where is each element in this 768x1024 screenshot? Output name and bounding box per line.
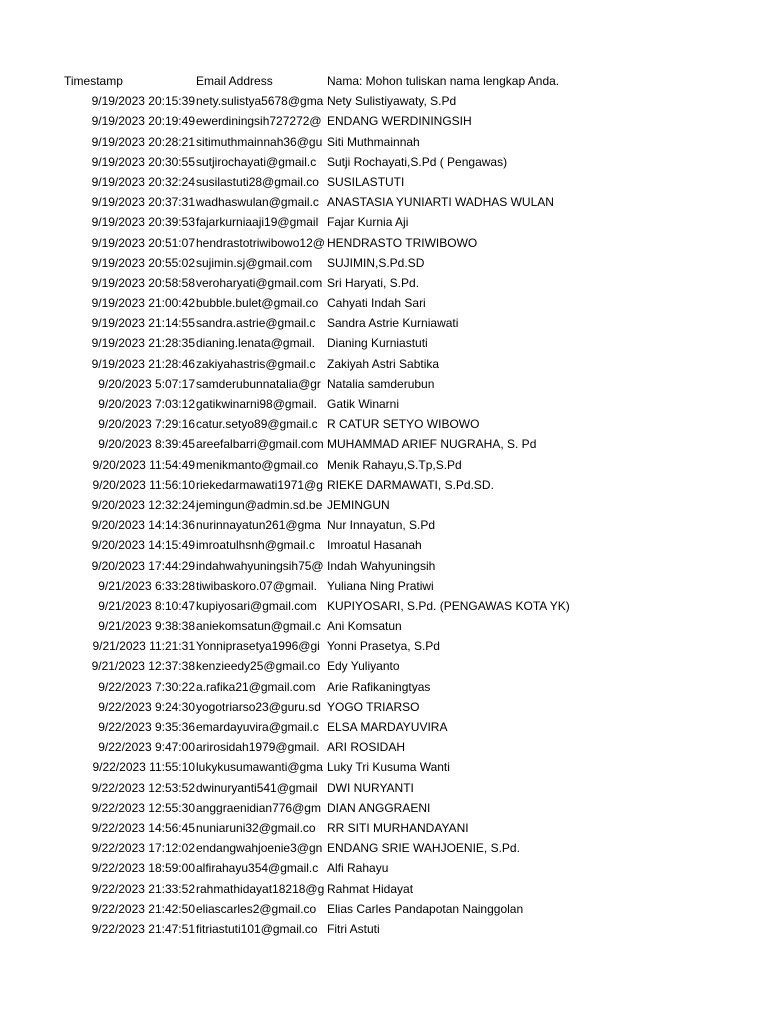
table-body (64, 91, 704, 939)
timestamp-cell: 9/22/2023 9:47:00 (98, 740, 195, 755)
email-cell: arirosidah1979@gmail. (196, 740, 320, 755)
timestamp-cell: 9/20/2023 17:44:29 (91, 558, 195, 573)
name-cell: Natalia samderubun (327, 376, 435, 391)
table-row (64, 818, 704, 838)
table-row (64, 576, 704, 596)
name-cell: Fitri Astuti (327, 921, 380, 936)
email-cell: indahwahyuningsih75@ (196, 558, 324, 573)
name-cell: Elias Carles Pandapotan Nainggolan (327, 901, 524, 916)
email-cell: nuniaruni32@gmail.co (196, 820, 316, 835)
email-cell: dianing.lenata@gmail. (196, 336, 315, 351)
name-cell: Sutji Rochayati,S.Pd ( Pengawas) (327, 154, 508, 169)
email-cell: fajarkurniaaji19@gmail (196, 215, 319, 230)
timestamp-cell: 9/20/2023 12:32:24 (91, 497, 195, 512)
name-cell: Rahmat Hidayat (327, 881, 414, 896)
table-row (64, 333, 704, 353)
email-cell: hendrastotriwibowo12@ (196, 235, 325, 250)
name-cell: R CATUR SETYO WIBOWO (327, 417, 480, 432)
timestamp-cell: 9/20/2023 7:03:12 (98, 397, 195, 411)
name-cell: Nety Sulistiyawaty, S.Pd (327, 94, 457, 109)
timestamp-cell: 9/19/2023 20:30:55 (91, 154, 195, 169)
email-cell: menikmanto@gmail.co (196, 457, 319, 472)
timestamp-cell: 9/20/2023 11:54:49 (92, 457, 195, 472)
timestamp-cell: 9/19/2023 20:51:07 (91, 235, 195, 250)
table-row (64, 152, 704, 172)
name-cell: DIAN ANGGRAENI (327, 800, 431, 815)
email-cell: aniekomsatun@gmail.c (196, 619, 321, 634)
email-cell: sitimuthmainnah36@gu (196, 134, 323, 149)
email-cell: samderubunnatalia@gr (196, 376, 321, 391)
name-cell: DWI NURYANTI (327, 780, 414, 795)
name-cell: Gatik Winarni (327, 397, 400, 411)
timestamp-cell: 9/22/2023 21:42:50 (91, 901, 195, 916)
name-cell: Luky Tri Kusuma Wanti (327, 760, 450, 775)
header-timestamp: Timestamp (64, 74, 123, 88)
email-cell: susilastuti28@gmail.co (196, 174, 319, 189)
name-cell: SUJIMIN,S.Pd.SD (327, 255, 425, 270)
table-row (64, 556, 704, 576)
timestamp-cell: 9/22/2023 12:53:52 (91, 780, 195, 795)
table-row (64, 111, 704, 131)
name-cell: Yuliana Ning Pratiwi (327, 578, 434, 593)
email-cell: nety.sulistya5678@gma (196, 94, 324, 109)
timestamp-cell: 9/20/2023 14:14:36 (91, 518, 195, 533)
name-cell: Sandra Astrie Kurniawati (327, 316, 459, 331)
table-row (64, 858, 704, 878)
header-email: Email Address (196, 74, 273, 88)
email-cell: sujimin.sj@gmail.com (196, 255, 313, 270)
header-name: Nama: Mohon tuliskan nama lengkap Anda. (327, 74, 560, 88)
timestamp-cell: 9/22/2023 11:55:10 (92, 760, 195, 775)
timestamp-cell: 9/19/2023 21:28:35 (91, 336, 195, 351)
name-cell: ELSA MARDAYUVIRA (327, 720, 448, 734)
timestamp-cell: 9/19/2023 20:32:24 (91, 174, 195, 189)
header-row (64, 71, 704, 91)
timestamp-cell: 9/22/2023 9:35:36 (98, 720, 195, 734)
table-row (64, 354, 704, 374)
timestamp-cell: 9/19/2023 20:58:58 (91, 275, 195, 290)
email-cell: kenzieedy25@gmail.co (196, 659, 321, 674)
name-cell: MUHAMMAD ARIEF NUGRAHA, S. Pd (327, 437, 537, 452)
timestamp-cell: 9/22/2023 21:33:52 (91, 881, 195, 896)
name-cell: Arie Rafikaningtyas (327, 679, 431, 694)
table-row (64, 919, 704, 939)
timestamp-cell: 9/20/2023 11:56:10 (92, 477, 195, 492)
name-cell: Edy Yuliyanto (327, 659, 400, 674)
table-row (64, 172, 704, 192)
name-cell: ARI ROSIDAH (327, 740, 406, 755)
name-cell: Nur Innayatun, S.Pd (327, 518, 436, 533)
name-cell: HENDRASTO TRIWIBOWO (327, 235, 478, 250)
email-cell: fitriastuti101@gmail.co (196, 921, 318, 936)
timestamp-cell: 9/20/2023 7:29:16 (98, 417, 195, 432)
table-row (64, 475, 704, 495)
email-cell: riekedarmawati1971@g (196, 477, 323, 492)
timestamp-cell: 9/19/2023 20:37:31 (91, 195, 195, 210)
table-row (64, 656, 704, 676)
table-row (64, 394, 704, 414)
email-cell: catur.setyo89@gmail.c (196, 417, 318, 432)
timestamp-cell: 9/22/2023 17:12:02 (91, 841, 195, 856)
table-row (64, 838, 704, 858)
timestamp-cell: 9/19/2023 20:19:49 (91, 114, 195, 129)
name-cell: ENDANG SRIE WAHJOENIE, S.Pd. (327, 841, 520, 856)
email-cell: sandra.astrie@gmail.c (196, 316, 316, 331)
timestamp-cell: 9/20/2023 8:39:45 (98, 437, 195, 452)
email-cell: a.rafika21@gmail.com (196, 679, 316, 694)
email-cell: kupiyosari@gmail.com (196, 598, 317, 613)
table-row (64, 273, 704, 293)
timestamp-cell: 9/19/2023 20:39:53 (91, 215, 195, 230)
email-cell: Yonniprasetya1996@gi (196, 639, 320, 654)
timestamp-cell: 9/21/2023 11:21:31 (92, 639, 195, 654)
name-cell: YOGO TRIARSO (327, 699, 420, 714)
email-cell: yogotriarso23@guru.sd (196, 699, 321, 714)
name-cell: Zakiyah Astri Sabtika (327, 356, 440, 371)
email-cell: bubble.bulet@gmail.co (196, 296, 319, 311)
email-cell: emardayuvira@gmail.c (196, 720, 319, 734)
table-row (64, 757, 704, 777)
name-cell: SUSILASTUTI (327, 174, 405, 189)
timestamp-cell: 9/22/2023 14:56:45 (91, 820, 195, 835)
email-cell: jemingun@admin.sd.be (196, 497, 323, 512)
table-row (64, 879, 704, 899)
table-row (64, 798, 704, 818)
email-cell: eliascarles2@gmail.co (196, 901, 317, 916)
name-cell: RR SITI MURHANDAYANI (327, 820, 469, 835)
table-row (64, 253, 704, 273)
timestamp-cell: 9/21/2023 8:10:47 (98, 598, 195, 613)
table-row (64, 515, 704, 535)
email-cell: lukykusumawanti@gma (196, 760, 323, 775)
name-cell: Menik Rahayu,S.Tp,S.Pd (327, 457, 462, 472)
table-row (64, 596, 704, 616)
table-row (64, 414, 704, 434)
name-cell: ANASTASIA YUNIARTI WADHAS WULAN (327, 195, 554, 210)
email-cell: areefalbarri@gmail.com (196, 437, 324, 452)
email-cell: imroatulhsnh@gmail.c (196, 538, 315, 553)
table-row (64, 697, 704, 717)
name-cell: Dianing Kurniastuti (327, 336, 428, 351)
name-cell: Ani Komsatun (327, 619, 402, 634)
table-row (64, 313, 704, 333)
email-cell: tiwibaskoro.07@gmail. (196, 578, 317, 593)
timestamp-cell: 9/20/2023 14:15:49 (91, 538, 195, 553)
name-cell: Yonni Prasetya, S.Pd (327, 639, 440, 654)
timestamp-cell: 9/22/2023 18:59:00 (91, 861, 195, 876)
table-row (64, 212, 704, 232)
timestamp-cell: 9/21/2023 6:33:28 (98, 578, 195, 593)
email-cell: ewerdiningsih727272@ (196, 114, 322, 129)
timestamp-cell: 9/20/2023 5:07:17 (98, 376, 195, 391)
timestamp-cell: 9/19/2023 21:28:46 (91, 356, 195, 371)
email-cell: alfirahayu354@gmail.c (196, 861, 319, 876)
name-cell: Indah Wahyuningsih (327, 558, 436, 573)
table-row (64, 233, 704, 253)
table-row (64, 717, 704, 737)
timestamp-cell: 9/22/2023 12:55:30 (91, 800, 195, 815)
table-row (64, 91, 704, 111)
email-cell: sutjirochayati@gmail.c (196, 154, 317, 169)
name-cell: Siti Muthmainnah (327, 134, 420, 149)
table-row (64, 636, 704, 656)
table-row (64, 192, 704, 212)
name-cell: JEMINGUN (327, 497, 390, 512)
name-cell: KUPIYOSARI, S.Pd. (PENGAWAS KOTA YK) (327, 598, 570, 613)
email-cell: endangwahjoenie3@gn (196, 841, 323, 856)
email-cell: nurinnayatun261@gma (196, 518, 321, 533)
timestamp-cell: 9/19/2023 21:14:55 (91, 316, 195, 331)
table-row (64, 132, 704, 152)
table-row (64, 737, 704, 757)
email-cell: dwinuryanti541@gmail (196, 780, 318, 795)
table-row (64, 293, 704, 313)
email-cell: rahmathidayat18218@g (196, 881, 325, 896)
timestamp-cell: 9/21/2023 9:38:38 (98, 619, 195, 634)
email-cell: veroharyati@gmail.com (196, 275, 323, 290)
table-row (64, 434, 704, 454)
table-row (64, 374, 704, 394)
name-cell: RIEKE DARMAWATI, S.Pd.SD. (327, 477, 494, 492)
table-row (64, 455, 704, 475)
timestamp-cell: 9/21/2023 12:37:38 (91, 659, 195, 674)
table-row (64, 616, 704, 636)
table-row (64, 778, 704, 798)
name-cell: Cahyati Indah Sari (327, 296, 426, 311)
email-cell: gatikwinarni98@gmail. (196, 397, 317, 411)
timestamp-cell: 9/22/2023 21:47:51 (91, 921, 195, 936)
spreadsheet-table (64, 71, 704, 939)
name-cell: ENDANG WERDININGSIH (327, 114, 472, 129)
name-cell: Imroatul Hasanah (327, 538, 422, 553)
name-cell: Sri Haryati, S.Pd. (327, 275, 420, 290)
table-row (64, 677, 704, 697)
name-cell: Alfi Rahayu (327, 861, 389, 876)
timestamp-cell: 9/19/2023 20:15:39 (91, 94, 195, 109)
timestamp-cell: 9/22/2023 9:24:30 (98, 699, 195, 714)
name-cell: Fajar Kurnia Aji (327, 215, 409, 230)
table-row (64, 899, 704, 919)
email-cell: zakiyahastris@gmail.c (196, 356, 316, 371)
timestamp-cell: 9/19/2023 20:55:02 (91, 255, 195, 270)
timestamp-cell: 9/22/2023 7:30:22 (98, 679, 195, 694)
timestamp-cell: 9/19/2023 20:28:21 (91, 134, 195, 149)
table-row (64, 495, 704, 515)
email-cell: anggraenidian776@gm (196, 800, 321, 815)
table-row (64, 535, 704, 555)
email-cell: wadhaswulan@gmail.c (196, 195, 319, 210)
timestamp-cell: 9/19/2023 21:00:42 (91, 296, 195, 311)
